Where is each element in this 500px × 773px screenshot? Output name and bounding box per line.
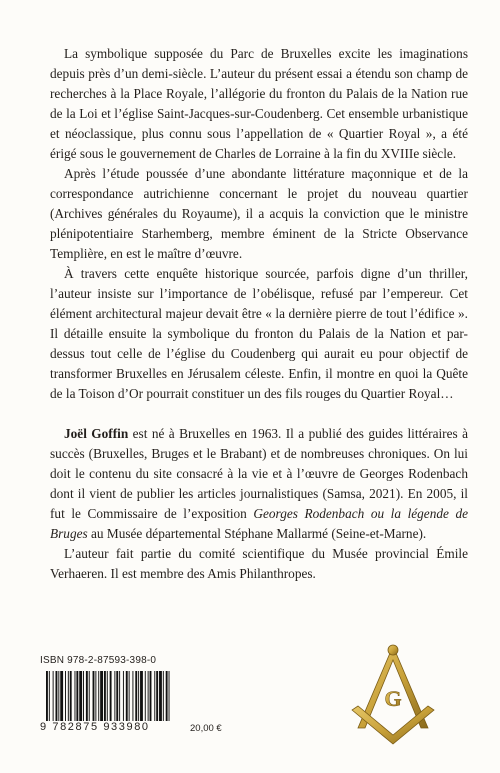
barcode-bar — [100, 671, 103, 721]
barcode-bar — [116, 671, 118, 721]
barcode-bar — [89, 671, 90, 721]
barcode-bar — [75, 671, 76, 721]
barcode-bar — [76, 671, 78, 721]
barcode-bar — [132, 671, 133, 721]
author-bio-paragraph-1 — [50, 424, 468, 544]
barcode-bar — [159, 671, 162, 721]
author-bio-text-b: au Musée départemental Stéphane Mallarmé (Seine-et-Marne). — [87, 526, 427, 541]
barcode-bar — [114, 671, 115, 721]
isbn-label: ISBN 978-2-87593-398-0 — [40, 655, 157, 666]
description-paragraph-3: À travers cette enquête historique sourcée, parfois digne d’un thriller, l’auteur insiste sur l’importance de l’obélisque, refusé par l’empereur. Cet élément architectural majeur devait être « la dernière pierre de tout l’édifice ». Il détaille ensuite la symbolique du fronton du Palais de la Nation et par-dessus tout celle de l’église du Coudenberg qui aurait eu pour objectif de transformer Bruxelles en Jérusalem céleste. Enfin, il montre en quoi la Quête de la Toison d’Or pourrait constituer un des fils rouges du Quartier Royal… — [50, 266, 468, 401]
barcode-bar — [126, 671, 128, 721]
barcode-bar — [123, 671, 124, 721]
barcode-digits: 9 782875 933980 — [40, 721, 176, 733]
barcode-bar — [135, 671, 137, 721]
barcode-bar — [65, 671, 66, 721]
barcode-bar — [156, 671, 158, 721]
barcode-bar — [138, 671, 139, 721]
barcode-bar — [163, 671, 164, 721]
barcode-bar — [93, 671, 95, 721]
barcode-bar — [104, 671, 106, 721]
exhibition-title: Georges Rodenbach ou la légende de Bruges — [50, 506, 469, 541]
barcode-bar — [140, 671, 143, 721]
description-paragraph-2: Après l’étude poussée d’une abondante littérature maçonnique et de la correspondance autrichienne concernant le projet du nouveau quartier (Archives générales du Royaume), il a acquis la conviction que le ministre plénipotentiaire Starhemberg, membre éminent de la Stricte Observance Templière, en est le maître d’œuvre. — [50, 166, 468, 261]
svg-text:G: G — [384, 686, 402, 711]
price-label: 20,00 € — [190, 723, 222, 734]
barcode-bar — [60, 671, 63, 721]
barcode-bar — [95, 671, 96, 721]
barcode-bar — [86, 671, 88, 721]
author-bio-paragraph-2: L’auteur fait partie du comité scientifique du Musée provincial Émile Verhaeren. Il est membre des Amis Philanthropes. — [50, 546, 468, 581]
barcode-bar — [98, 671, 99, 721]
back-cover-text — [50, 44, 468, 584]
barcode-bar — [119, 671, 120, 721]
description-paragraph-1: La symbolique supposée du Parc de Bruxelles excite les imaginations depuis près d’un demi-siècle. L’auteur du présent essai a étendu son champ de recherches à la Place Royale, l’allégorie du fronton du Palais de la Nation rue de la Loi et l’église Saint-Jacques-sur-Coudenberg. Cet ensemble urbanistique et néoclassique, plus connu sous l’appellation de « Quartier Royal », a été érigé sous le gouvernement de Charles de Lorraine à la fin du XVIIIe siècle. — [50, 46, 468, 161]
barcode-bar — [56, 671, 58, 721]
author-name: Joël Goffin — [64, 426, 129, 441]
barcode-bar — [154, 671, 155, 721]
barcode-bar — [53, 671, 54, 721]
author-bio-text-a: est né à Bruxelles en 1963. Il a publié des guides littéraires à succès (Bruxelles, Bruges et le Brabant) et de nombreuses chroniques. On lui doit le contenu du site consacré à la vie et à l’œuvre de Georges Rodenbach dont il vient de publier les articles journalistiques (Samsa, 2021). En 2005, il fut le Commissaire de l’exposition — [50, 426, 468, 521]
barcode-bar — [150, 671, 152, 721]
barcode-bar — [70, 671, 72, 721]
barcode-bar — [145, 671, 146, 721]
square-and-compasses-icon — [338, 640, 448, 750]
barcode-bar — [68, 671, 69, 721]
barcode-bar — [79, 671, 82, 721]
barcode-bar — [129, 671, 130, 721]
section-gap — [50, 404, 468, 424]
barcode-bar — [148, 671, 149, 721]
barcode-bar — [166, 671, 168, 721]
barcode-bar — [83, 671, 84, 721]
barcode-bar — [58, 671, 59, 721]
